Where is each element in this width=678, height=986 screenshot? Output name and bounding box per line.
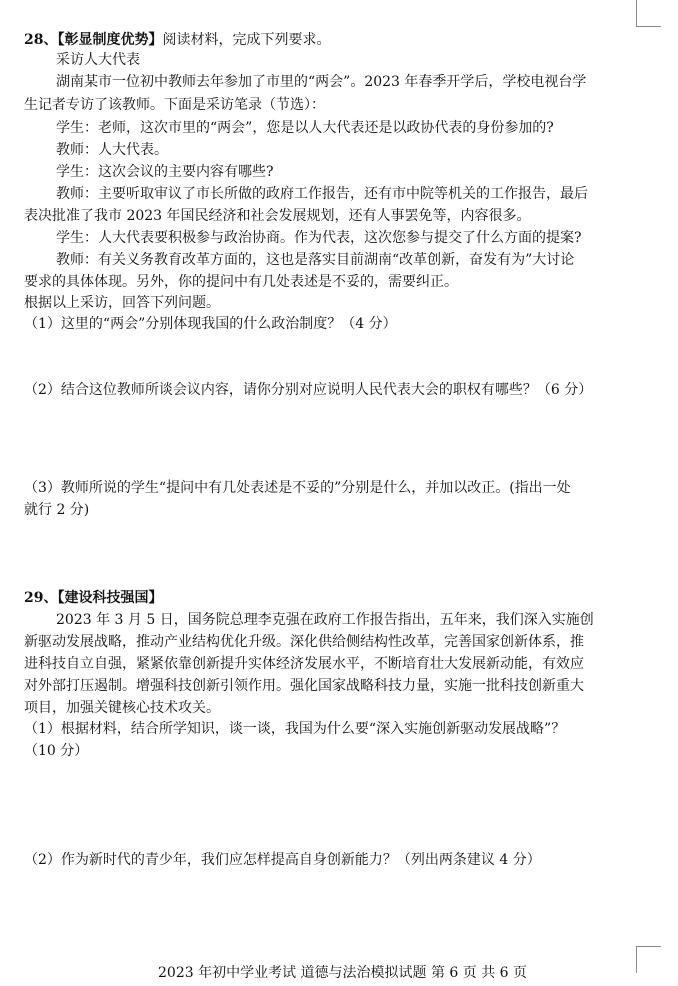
material-paragraph: 2023 年 3 月 5 日，国务院总理李克强在政府工作报告指出，五年来，我们深入实施创 bbox=[56, 612, 594, 628]
material-paragraph: 进科技自立自强，紧紧依靠创新提升实体经济发展水平，不断培育壮大发展新动能，有效应 bbox=[24, 656, 584, 672]
question-28-header bbox=[24, 30, 330, 50]
crop-mark-bottom-right bbox=[636, 946, 661, 973]
material-paragraph: 对外部打压遏制。增强科技创新引领作用。强化国家战略科技力量，实施一批科技创新重大 bbox=[24, 678, 584, 694]
material-paragraph: 湖南某市一位初中教师去年参加了市里的“两会”。2023 年春季开学后，学校电视台学 bbox=[56, 74, 587, 90]
page-footer: 2023 年初中学业考试 道德与法治模拟试题 第 6 页 共 6 页 bbox=[158, 965, 528, 981]
question-intro: 阅读材料，完成下列要求。 bbox=[162, 32, 331, 48]
dialogue-line: 教师：有关义务教育改革方面的，这也是落实目前湖南“改革创新，奋发有为”大讨论 bbox=[56, 252, 575, 268]
instruction-line: 根据以上采访，回答下列问题。 bbox=[24, 295, 220, 311]
dialogue-line: 学生：老师，这次市里的“两会”，您是以人大代表还是以政协代表的身份参加的? bbox=[56, 120, 554, 136]
crop-mark-top-right bbox=[636, 0, 661, 27]
sub-question-1: （1）根据材料，结合所学知识，谈一谈，我国为什么要“深入实施创新驱动发展战略”？ bbox=[24, 721, 566, 737]
dialogue-line: 教师：人大代表。 bbox=[56, 142, 168, 158]
question-number: 29、 bbox=[24, 590, 58, 606]
dialogue-line: 学生：这次会议的主要内容有哪些? bbox=[56, 164, 274, 180]
sub-question-2: （2）结合这位教师所谈会议内容，请你分别对应说明人民代表大会的职权有哪些？（6 分） bbox=[24, 382, 593, 398]
dialogue-line: 教师：主要听取审议了市长所做的政府工作报告，还有市中院等机关的工作报告，最后 bbox=[56, 186, 588, 202]
sub-question-2: （2）作为新时代的青少年，我们应怎样提高自身创新能力？（列出两条建议 4 分） bbox=[24, 852, 541, 868]
question-number: 28、 bbox=[24, 32, 58, 48]
sub-question-3-cont: 就行 2 分) bbox=[24, 502, 90, 518]
dialogue-line: 学生：人大代表要积极参与政治协商。作为代表，这次您参与提交了什么方面的提案? bbox=[56, 230, 582, 246]
material-paragraph: 项目，加强关键核心技术攻关。 bbox=[24, 700, 220, 716]
dialogue-line: 表决批准了我市 2023 年国民经济和社会发展规划，还有人事罢免等，内容很多。 bbox=[24, 208, 531, 224]
sub-question-1: （1）这里的“两会”分别体现我国的什么政治制度？（4 分） bbox=[24, 316, 397, 332]
sub-question-1-cont: （10 分） bbox=[24, 743, 89, 759]
dialogue-line: 要求的具体体现。另外，你的提问中有几处表述是不妥的，需要纠正。 bbox=[24, 274, 458, 290]
question-29-header bbox=[24, 588, 162, 608]
question-tag: 【建设科技强国】 bbox=[57, 590, 163, 606]
material-paragraph: 新驱动发展战略，推动产业结构优化升级。深化供给侧结构性改革，完善国家创新体系，推 bbox=[24, 634, 584, 650]
question-tag: 【彰显制度优势】 bbox=[57, 32, 163, 48]
sub-question-3: （3）教师所说的学生“提问中有几处表述是不妥的”分别是什么，并加以改正。(指出一处 bbox=[24, 480, 571, 496]
material-subtitle: 采访人大代表 bbox=[56, 52, 140, 68]
material-paragraph: 生记者专访了该教师。下面是采访笔录（节选）： bbox=[24, 97, 325, 113]
